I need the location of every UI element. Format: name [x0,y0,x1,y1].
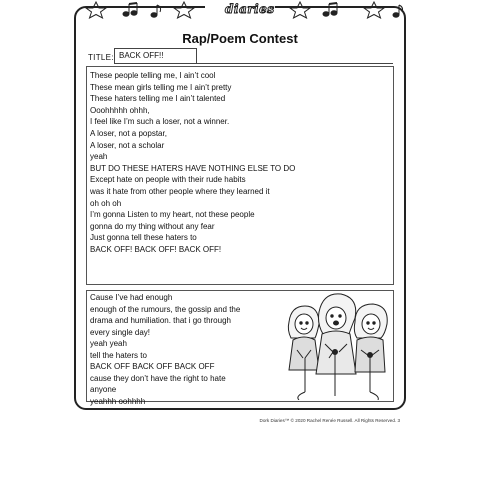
poem-line: Just gonna tell these haters to [90,233,197,243]
poem-line: yeah [90,152,108,162]
poem-line: yeah yeah [90,339,127,348]
poem-lines-upper [90,70,295,256]
poem-line: tell the haters to [90,350,147,360]
poem-line: yeahhh oohhhh [90,396,146,406]
poem-line: I’m gonna Listen to my heart, not these people [90,210,255,220]
poem-line: A loser, not a scholar [90,140,165,150]
poem-line: These haters telling me I ain’t talented [90,94,226,104]
poem-line: These mean girls telling me I ain’t pretty [90,82,232,92]
title-label: TITLE: [88,53,114,62]
poem-line: was it hate from other people where they learned it [90,186,270,196]
poem-line: anyone [90,385,117,394]
poem-line: Except hate on people with their rude habits [90,175,246,185]
title-field[interactable]: BACK OFF!! [114,48,197,64]
poem-line: drama and humiliation. that i go through [90,316,231,325]
poem-line: oh oh oh [90,198,122,208]
poem-line: A loser, not a popstar, [90,128,167,138]
poem-line: BUT DO THESE HATERS HAVE NOTHING ELSE TO DO [90,163,296,173]
poem-line: These people telling me, I ain’t cool [90,71,216,80]
poem-line: every single day! [90,327,151,337]
copyright-footer: Dork Diaries™ © 2020 Rachel Renée Russell. All Rights Reserved. 3 [259,418,400,423]
poem-line: Ooohhhhh ohhh, [90,105,150,115]
title-underline [197,63,393,64]
poem-line: gonna do my thing without any fear [90,221,215,231]
logo-text: diaries [225,2,275,16]
singing-girls-illustration [275,292,393,400]
poem-line: BACK OFF! BACK OFF! BACK OFF! [90,244,222,254]
poem-line: Cause I’ve had enough [90,293,173,302]
poem-lines-lower [90,292,240,407]
contest-title: Rap/Poem Contest [182,31,298,46]
poem-line: I feel like I’m such a loser, not a winner. [90,117,230,127]
poem-line: BACK OFF BACK OFF BACK OFF [90,362,215,371]
poem-line: cause they don’t have the right to hate [90,373,226,383]
poem-line: enough of the rumours, the gossip and the [90,304,241,314]
